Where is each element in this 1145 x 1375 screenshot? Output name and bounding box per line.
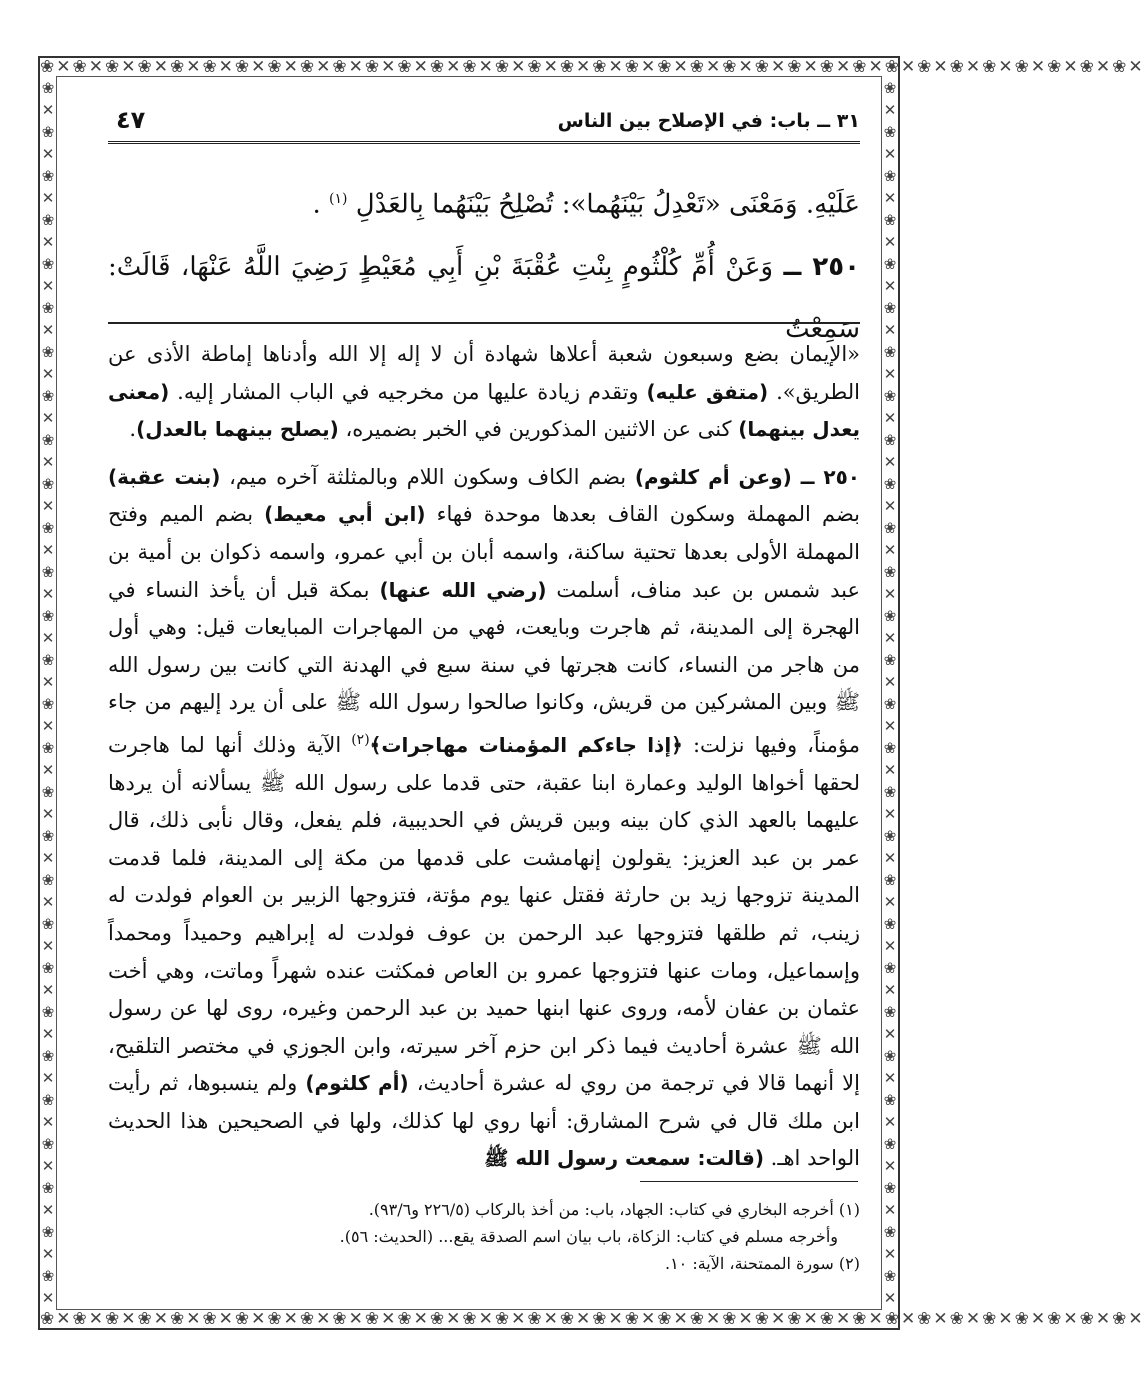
footnote-rule: [640, 1181, 858, 1182]
commentary-hadith-number: ٢٥٠ ــ: [791, 464, 861, 489]
commentary-paragraph-2: [108, 459, 860, 1178]
commentary-text: بضم الكاف وسكون اللام وبالمثلثة آخره ميم،: [220, 464, 635, 489]
hadith-line-1-text: عَلَيْهِ. وَمَعْنَى «تَعْدِلُ بَيْنَهُما»: تُصْلِحُ بَيْنَهُما بِالعَدْلِ: [355, 189, 860, 220]
commentary-bold: (وعن أم كلثوم): [634, 464, 792, 489]
page-number: ٤٧: [116, 106, 146, 134]
footnote-2: (٢) سورة الممتحنة، الآية: ١٠.: [664, 1254, 860, 1273]
commentary-bold: (ابن أبي معيط): [264, 502, 426, 527]
footnote-ref-2[interactable]: (٢): [351, 731, 370, 748]
commentary-bold: (أم كلثوم): [305, 1071, 409, 1096]
footnote-1: (١) أخرجه البخاري في كتاب: الجهاد، باب: من أخذ بالركاب (٢٢٦/٥ و٩٣/٦).: [368, 1200, 860, 1219]
commentary-text: .: [129, 417, 137, 442]
commentary-text: بضم الميم وفتح المهملة الأولى بعدها تحتية ساكنة، واسمه أبان بن أبي عمرو، واسمه ذكوان بن أمية بن عبد شمس بن عبد مناف، أسلمت: [108, 502, 860, 602]
commentary-text: ولم ينسبوها، ثم رأيت ابن ملك قال في شرح المشارق: أنها روي لها كذلك، ولها في الصحيحين هذا الحديث الواحد اهـ.: [108, 1071, 860, 1171]
commentary-bold: (معنى يعدل بينهما): [108, 379, 860, 442]
commentary-bold: (قالت: سمعت رسول الله ﷺ: [484, 1146, 764, 1171]
commentary-bold: ﴿إذا جاءكم المؤمنات مهاجرات﴾: [369, 732, 683, 757]
commentary-bold: (يصلح بينهما بالعدل): [136, 417, 339, 442]
hadith-number: ٢٥٠ ــ: [783, 251, 860, 282]
footnote-ref-1[interactable]: (١): [329, 191, 348, 207]
commentary-text: بمكة قبل أن يأخذ النساء في الهجرة إلى المدينة، ثم هاجرت وبايعت، فهي من المهاجرات المبايعات قيل: وهي أول من هاجر من النساء، كانت هجرتها في سنة سبع في الهدنة التي كانت بين رسول الله ﷺ وبين المشركين من قريش، وكانوا صالحوا رسول الله ﷺ على أن يرد إليهم من جاء مؤمناً، وفيها نزلت:: [108, 577, 860, 757]
footnote-1-continued: وأخرجه مسلم في كتاب: الزكاة، باب بيان اسم الصدقة يقع... (الحديث: ٥٦).: [339, 1227, 838, 1246]
hadith-text: [108, 168, 860, 360]
left-ornament-band: ❀✕❀✕❀✕❀✕❀✕❀✕❀✕❀✕❀✕❀✕❀✕❀✕❀✕❀✕❀✕❀✕❀✕❀✕❀✕❀✕❀✕❀✕❀✕❀✕❀✕❀✕❀✕❀✕: [41, 79, 55, 1307]
commentary: [108, 336, 860, 1178]
commentary-text: «الإيمان بضع وسبعون شعبة أعلاها شهادة أن لا إله إلا الله وأدناها إماطة الأذى عن الطريق».: [108, 342, 861, 404]
right-ornament-band: ❀✕❀✕❀✕❀✕❀✕❀✕❀✕❀✕❀✕❀✕❀✕❀✕❀✕❀✕❀✕❀✕❀✕❀✕❀✕❀✕❀✕❀✕❀✕❀✕❀✕❀✕❀✕❀✕: [883, 79, 897, 1307]
hadith-line-2-text: وَعَنْ أُمِّ كُلْثُومٍ بِنْتِ عُقْبَةَ بْنِ أَبِي مُعَيْطٍ رَضِيَ اللَّهُ عَنْهَا، قَالَتْ: سَمِعْتُ: [108, 251, 860, 344]
commentary-text: بضم المهملة وسكون القاف بعدها موحدة فهاء: [425, 502, 861, 527]
commentary-bold: (بنت عقبة): [108, 464, 221, 489]
header-rule: [108, 141, 860, 144]
commentary-paragraph-1: [108, 336, 860, 449]
commentary-text: كنى عن الاثنين المذكورين في الخبر بضميره،: [338, 417, 739, 442]
commentary-bold: (رضي الله عنها): [379, 577, 547, 602]
bottom-ornament-band: ❀✕❀✕❀✕❀✕❀✕❀✕❀✕❀✕❀✕❀✕❀✕❀✕❀✕❀✕❀✕❀✕❀✕❀✕❀✕❀✕❀✕❀✕❀✕❀✕❀✕❀✕❀✕❀✕❀✕❀✕❀✕❀✕❀✕❀✕: [40, 1309, 1145, 1329]
section-rule: [108, 322, 860, 324]
commentary-text: وتقدم زيادة عليها من مخرجيه في الباب المشار إليه.: [169, 379, 647, 404]
hadith-line-1-end: .: [312, 189, 321, 220]
footnotes: [108, 1196, 860, 1277]
hadith-line-1: [108, 168, 860, 236]
commentary-bold: (متفق عليه): [646, 379, 769, 404]
top-ornament-band: ❀✕❀✕❀✕❀✕❀✕❀✕❀✕❀✕❀✕❀✕❀✕❀✕❀✕❀✕❀✕❀✕❀✕❀✕❀✕❀✕❀✕❀✕❀✕❀✕❀✕❀✕❀✕❀✕❀✕❀✕❀✕❀✕❀✕❀✕: [40, 57, 1145, 77]
commentary-text: الآية وذلك أنها لما هاجرت لحقها أخواها الوليد وعمارة ابنا عقبة، حتى قدما على رسول الله ﷺ يسألانه أن يردها عليهما بالعهد الذي كان بينه وبين قريش في الحديبية، فلم يفعل، وقال نأبى ذلك، قال عمر بن عبد العزيز: يقولون إنهامشت على قدمها من مكة إلى المدينة، فلما قدمت المدينة تزوجها زيد بن حارثة فقتل عنها يوم مؤتة، فتزوجها الزبير بن العوام فولدت له زينب، ثم طلقها فتزوجها عبد الرحمن بن عوف فولدت له إبراهيم وحميداً ومحمداً وإسماعيل، ومات عنها فتزوجها عمرو بن العاص فمكثت عنده شهراً وماتت، وهي أخت عثمان بن عفان لأمه، وروى عنها ابنها حميد بن عبد الرحمن وغيره، روى لها عن رسول الله ﷺ عشرة أحاديث فيما ذكر ابن حزم آخر سيرته، وابن الجوزي في مختصر التلقيح، إلا أنهما قالا في ترجمة من روي له عشرة أحاديث،: [108, 732, 860, 1096]
page-header: [108, 104, 860, 140]
running-title: ٣١ ــ باب: في الإصلاح بين الناس: [557, 110, 860, 132]
